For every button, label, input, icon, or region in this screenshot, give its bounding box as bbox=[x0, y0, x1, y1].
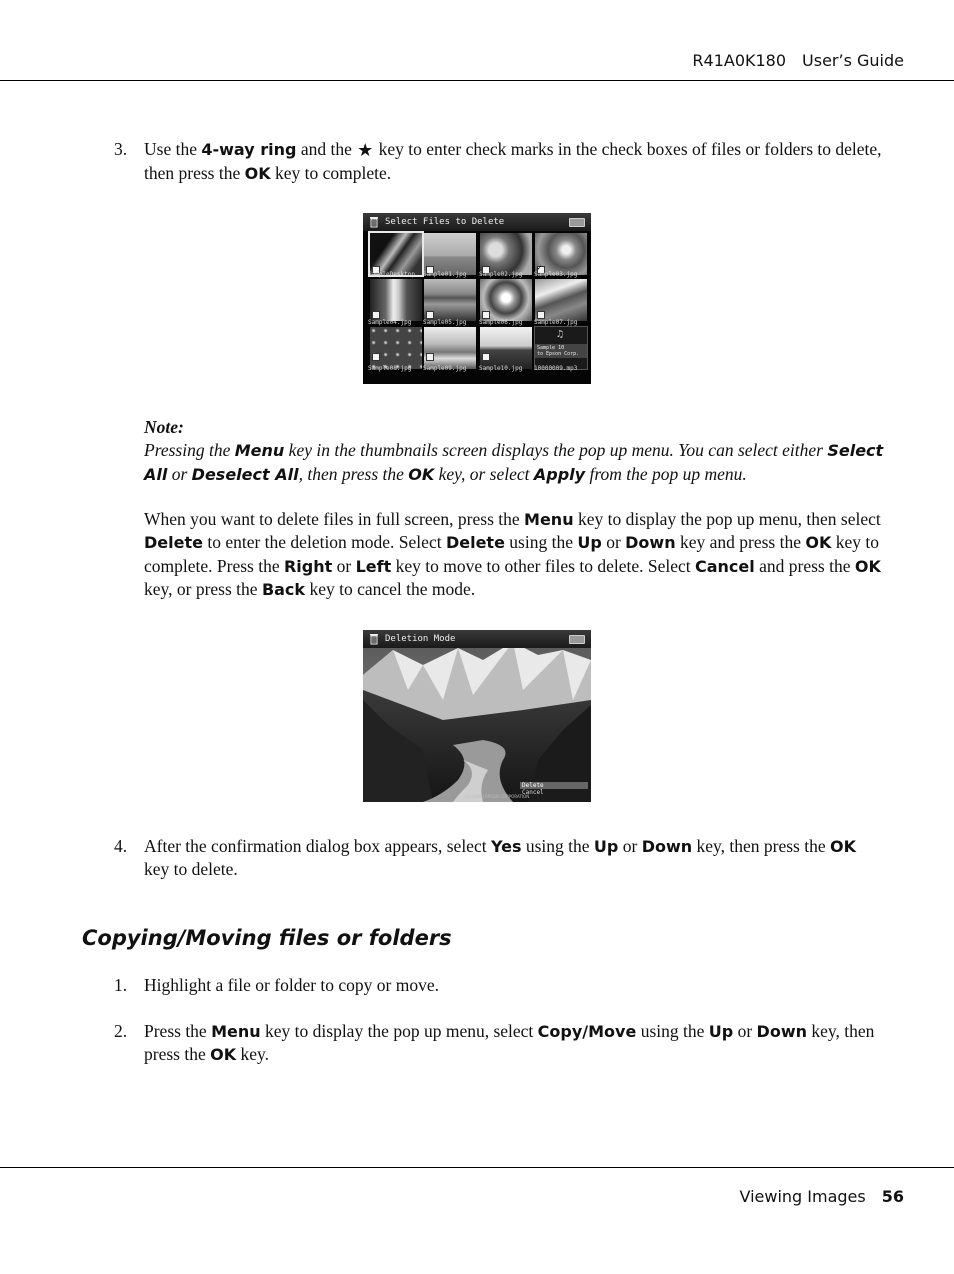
thumbnail[interactable] bbox=[424, 279, 476, 321]
checkbox[interactable] bbox=[372, 311, 380, 319]
thumbnail[interactable] bbox=[480, 327, 532, 369]
screen-title: Select Files to Delete bbox=[385, 217, 505, 227]
music-note-icon: ♫ bbox=[557, 329, 564, 340]
keyword: Delete bbox=[144, 533, 203, 553]
menu-item-cancel[interactable]: Cancel bbox=[522, 789, 544, 796]
thumbnail[interactable] bbox=[370, 327, 422, 369]
keyword: Menu bbox=[234, 441, 285, 461]
checkbox[interactable] bbox=[426, 311, 434, 319]
thumbnail-label: Sample01.jpg bbox=[423, 271, 467, 278]
step-number: 2. bbox=[114, 1021, 128, 1041]
keyword: Menu bbox=[211, 1022, 261, 1041]
note-text: Pressing the Menu key in the thumbnails screen displays the pop up menu. You can select either Select All or Deselect All, then press the OK key, or select Apply from the pop up menu. bbox=[144, 440, 884, 484]
keyword: Up bbox=[593, 837, 619, 856]
section-heading: Copying/Moving files or folders bbox=[82, 926, 452, 950]
thumbnail-label: 10000009.mp3 bbox=[534, 365, 578, 372]
page-number: 56 bbox=[881, 1187, 904, 1206]
keyword: Copy/Move bbox=[537, 1022, 637, 1041]
keyword: Down bbox=[625, 533, 676, 553]
thumbnail-label: Sample07.jpg bbox=[534, 319, 578, 326]
step-number: 4. bbox=[114, 836, 128, 856]
keyword: Down bbox=[756, 1022, 807, 1041]
note-label: Note: bbox=[144, 417, 184, 437]
checkbox[interactable] bbox=[482, 311, 490, 319]
thumbnail-label: Sample02.jpg bbox=[479, 271, 523, 278]
fullscreen-paragraph: When you want to delete files in full screen, press the Menu key to display the pop up menu, then select Delete to enter the deletion mode. Select Delete using the Up or Down key and press the OK key to complete. Press the Right or Left key to move to other files to delete. Select Cancel and press the OK key, or press the Back key to cancel the mode. bbox=[144, 509, 881, 599]
trash-icon bbox=[369, 633, 379, 645]
music-info: Sample 10 to Epson Corp. bbox=[535, 344, 587, 358]
trash-icon bbox=[369, 216, 379, 228]
select-files-screenshot bbox=[363, 213, 591, 384]
checkbox[interactable] bbox=[482, 353, 490, 361]
screen-title: Deletion Mode bbox=[385, 634, 456, 644]
step-number: 3. bbox=[114, 139, 128, 159]
thumbnail-label: Sample05.jpg bbox=[423, 319, 467, 326]
keyword: OK bbox=[854, 556, 881, 576]
battery-icon bbox=[569, 218, 585, 227]
keyword: Up bbox=[708, 1022, 734, 1041]
keyword: 4-way ring bbox=[201, 140, 297, 159]
battery-icon bbox=[569, 635, 585, 644]
deletion-mode-screenshot bbox=[363, 630, 591, 802]
step-number: 1. bbox=[114, 975, 128, 995]
thumbnail[interactable] bbox=[424, 327, 476, 369]
thumbnail-label: Sample04.jpg bbox=[368, 319, 412, 326]
checkbox[interactable] bbox=[537, 311, 545, 319]
keyword: Right bbox=[283, 556, 333, 576]
keyword: Down bbox=[641, 837, 693, 856]
thumbnail-label: Sample09.jpg bbox=[423, 365, 467, 372]
step-3-text: Use the 4-way ring and the ★ key to enter check marks in the check boxes of files or folders to delete, then press the OK key to complete. bbox=[144, 139, 882, 184]
keyword: Cancel bbox=[694, 556, 755, 576]
keyword: OK bbox=[805, 533, 832, 553]
popup-menu bbox=[520, 782, 588, 796]
screen-title-bar bbox=[363, 213, 591, 231]
keyword: Menu bbox=[524, 510, 574, 529]
thumbnail[interactable] bbox=[480, 279, 532, 321]
thumbnail-label: Sample10.jpg bbox=[479, 365, 523, 372]
music-thumbnail[interactable] bbox=[535, 327, 587, 369]
keyword: OK bbox=[210, 1045, 237, 1065]
keyword: OK bbox=[408, 464, 435, 484]
keyword: Delete bbox=[445, 533, 505, 553]
step-4-text: After the confirmation dialog box appears, select Yes using the Up or Down key, then press the OK key to delete. bbox=[144, 836, 856, 880]
header-guide: User’s Guide bbox=[802, 51, 904, 70]
star-icon: ★ bbox=[357, 140, 374, 160]
screen-title-bar bbox=[363, 630, 591, 648]
thumbnail[interactable] bbox=[370, 233, 422, 275]
thumbnail[interactable] bbox=[535, 279, 587, 321]
running-header bbox=[692, 51, 904, 70]
keyword: Select All bbox=[144, 441, 884, 484]
thumbnail-label: Sample03.jpg bbox=[534, 271, 578, 278]
thumbnail[interactable] bbox=[370, 279, 422, 321]
footer-rule bbox=[0, 1167, 954, 1168]
header-rule bbox=[0, 80, 954, 81]
running-footer bbox=[739, 1187, 904, 1206]
copy-step-1-text: Highlight a file or folder to copy or move. bbox=[144, 975, 439, 995]
keyword: Deselect All bbox=[191, 464, 299, 484]
keyword: OK bbox=[244, 164, 271, 184]
keyword: OK bbox=[830, 837, 856, 856]
keyword: Apply bbox=[533, 464, 586, 484]
copyright-text: (C) SEIKO EPSON CORPORATION bbox=[465, 794, 530, 799]
footer-section: Viewing Images bbox=[739, 1187, 866, 1206]
menu-item-delete[interactable]: Delete bbox=[520, 782, 588, 789]
thumbnail-label: Sample08.jpg bbox=[368, 365, 412, 372]
thumbnail[interactable] bbox=[535, 233, 587, 275]
mountain-photo bbox=[363, 630, 591, 802]
note-block bbox=[144, 416, 884, 486]
thumbnail[interactable] bbox=[424, 233, 476, 275]
checkbox[interactable] bbox=[372, 353, 380, 361]
keyword: Up bbox=[577, 533, 602, 553]
thumbnail[interactable] bbox=[480, 233, 532, 275]
thumbnail-label: SampleDesktop bbox=[368, 271, 415, 278]
checkbox[interactable] bbox=[426, 353, 434, 361]
keyword: Back bbox=[261, 579, 306, 599]
keyword: Yes bbox=[490, 837, 522, 856]
keyword: Left bbox=[355, 556, 392, 576]
header-model: R41A0K180 bbox=[692, 51, 787, 70]
copy-step-2-text: Press the Menu key to display the pop up menu, select Copy/Move using the Up or Down key, then press the OK key. bbox=[144, 1021, 875, 1065]
thumbnail-label: Sample06.jpg bbox=[479, 319, 523, 326]
